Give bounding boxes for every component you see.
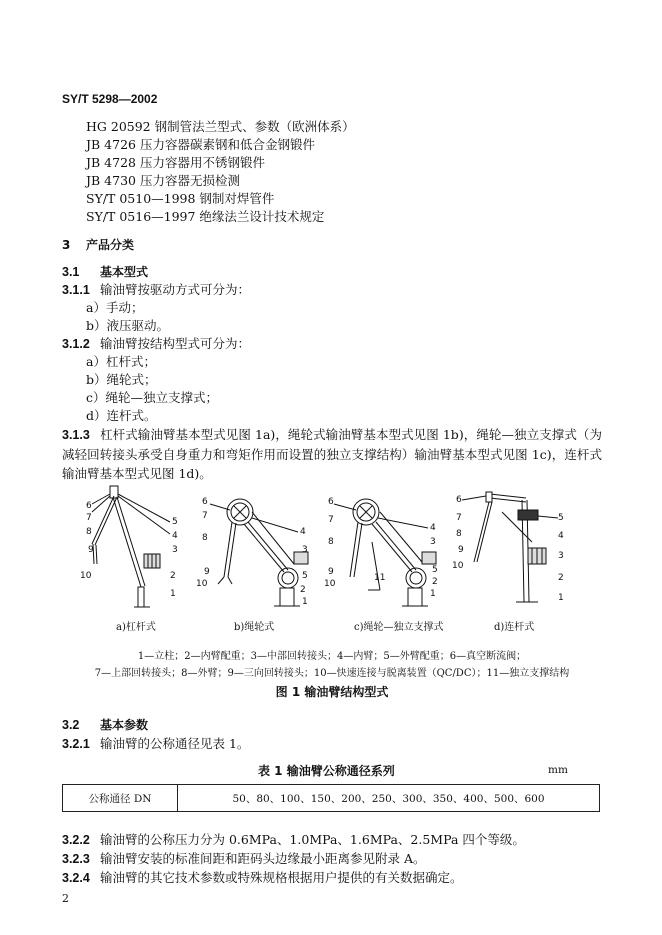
- clause-3-1-2: [62, 335, 250, 353]
- figure-caption-b: b)绳轮式: [234, 622, 275, 633]
- clause-text: 输油臂的公称通径见表 1。: [100, 736, 250, 751]
- diagram-pulley-type: [218, 499, 308, 606]
- callout-3: 3: [302, 545, 308, 555]
- clause-text: 输油臂安装的标准间距和距码头边缘最小距离参见附录 A。: [100, 851, 426, 866]
- callout-5: 5: [302, 571, 308, 581]
- clause-number: 3.2.4: [62, 871, 90, 885]
- callout-3: 3: [172, 545, 178, 555]
- callout-4: 4: [172, 531, 178, 541]
- callout-6: 6: [86, 501, 92, 511]
- figure-legend-line-1: 1—立柱；2—内臂配重；3—中部回转接头；4—内臂；5—外臂配重；6—真空断流阀；: [137, 651, 527, 662]
- callout-9: 9: [204, 567, 210, 577]
- reference-item: JB 4726 压力容器碳素钢和低合金钢锻件: [86, 137, 315, 152]
- callout-8: 8: [86, 527, 92, 537]
- clause-3-2-4: [62, 869, 463, 887]
- clause-text: 输油臂按驱动方式可分为：: [100, 282, 251, 297]
- clause-3-2-3: [62, 850, 426, 868]
- clause-3-1-1: [62, 281, 250, 299]
- section-number: 3: [62, 238, 71, 252]
- list-item: b）液压驱动。: [86, 318, 170, 333]
- callout-2: 2: [558, 573, 564, 583]
- subsection-heading: [62, 716, 148, 734]
- section-heading: [62, 236, 134, 254]
- clause-text: 输油臂按结构型式可分为：: [100, 336, 251, 351]
- reference-item: SY/T 0516—1997 绝缘法兰设计技术规定: [86, 209, 325, 224]
- clause-3-1-3: [62, 425, 602, 483]
- callout-10: 10: [452, 561, 464, 571]
- reference-item: SY/T 0510—1998 钢制对焊管件: [86, 191, 275, 206]
- subsection-heading: [62, 263, 148, 281]
- clause-3-2-1: [62, 735, 249, 753]
- section-number: 3.1: [62, 265, 80, 279]
- clause-number: 3.2.1: [62, 737, 90, 751]
- callout-1: 1: [558, 593, 564, 603]
- callout-2: 2: [300, 585, 306, 595]
- callout-11: 11: [374, 573, 386, 583]
- diagram-pulley-support-type: [350, 499, 436, 606]
- section-title: 产品分类: [86, 238, 135, 252]
- list-item: a）手动；: [86, 300, 144, 315]
- section-number: 3.2: [62, 718, 80, 732]
- figure-caption-a: a)杠杆式: [116, 622, 156, 633]
- callout-1: 1: [302, 597, 308, 607]
- callout-10: 10: [80, 571, 92, 581]
- callout-8: 8: [456, 529, 462, 539]
- callout-7: 7: [86, 513, 92, 523]
- callout-9: 9: [458, 545, 464, 555]
- clause-number: 3.1.3: [62, 428, 90, 442]
- callout-3: 3: [430, 537, 436, 547]
- list-item: c）绳轮—独立支撑式；: [86, 390, 219, 405]
- section-title: 基本参数: [100, 718, 149, 732]
- callout-9: 9: [88, 545, 94, 555]
- clause-3-2-2: [62, 831, 525, 849]
- list-item: b）绳轮式；: [86, 372, 157, 387]
- callout-10: 10: [324, 579, 336, 589]
- table-unit: mm: [548, 764, 568, 776]
- page-number: 2: [62, 892, 69, 905]
- figure-legend-line-2: 7—上部回转接头；8—外臂；9—三向回转接头；10—快速连接与脱离装置（QC/DC）；11—独立支撑结构: [94, 668, 570, 679]
- callout-2: 2: [170, 571, 176, 581]
- callout-9: 9: [328, 567, 334, 577]
- figure-title: 图 1 输油臂结构型式: [275, 685, 389, 699]
- reference-item: JB 4730 压力容器无损检测: [86, 173, 240, 188]
- standard-header: SY/T 5298—2002: [62, 92, 158, 106]
- figure-caption-d: d)连杆式: [494, 622, 535, 633]
- clause-number: 3.1.1: [62, 283, 90, 297]
- list-item: a）杠杆式；: [86, 354, 156, 369]
- table-row: [63, 785, 600, 812]
- callout-5: 5: [558, 513, 564, 523]
- clause-number: 3.2.2: [62, 833, 90, 847]
- clause-text: 输油臂的公称压力分为 0.6MPa、1.0MPa、1.6MPa、2.5MPa 四个等级。: [100, 832, 525, 847]
- section-title: 基本型式: [100, 265, 149, 279]
- callout-7: 7: [456, 513, 462, 523]
- table-label-cell: 公称通径 DN: [63, 785, 178, 812]
- callout-1: 1: [170, 589, 176, 599]
- callout-5: 5: [432, 565, 438, 575]
- diagram-lever-type: [92, 486, 160, 607]
- diagram-linkage-type: [474, 492, 546, 602]
- callout-4: 4: [300, 527, 306, 537]
- callout-3: 3: [558, 551, 564, 561]
- clause-number: 3.2.3: [62, 852, 90, 866]
- clause-number: 3.1.2: [62, 337, 90, 351]
- figure-caption-c: c)绳轮—独立支撑式: [354, 622, 444, 633]
- list-item: d）连杆式。: [86, 408, 157, 423]
- callout-6: 6: [456, 495, 462, 505]
- callout-7: 7: [328, 515, 334, 525]
- clause-text: 输油臂的其它技术参数或特殊规格根据用户提供的有关数据确定。: [100, 870, 463, 885]
- callout-10: 10: [196, 579, 208, 589]
- callout-2: 2: [432, 577, 438, 587]
- clause-text: 杠杆式输油臂基本型式见图 1a)，绳轮式输油臂基本型式见图 1b)，绳轮—独立支撑式（为减轻回转接头承受自身重力和弯矩作用而设置的独立支撑结构）输油臂基本型式见图 1c)，连杆式输油臂基本型式见图 1d)。: [62, 427, 602, 481]
- callout-1: 1: [430, 589, 436, 599]
- table-title: 表 1 输油臂公称通径系列: [258, 764, 395, 778]
- table-value-cell: 50、80、100、150、200、250、300、350、400、500、600: [178, 785, 600, 812]
- callout-4: 4: [430, 523, 436, 533]
- figure-1-drawing: [62, 482, 602, 632]
- callout-6: 6: [328, 497, 334, 507]
- callout-5: 5: [172, 517, 178, 527]
- callout-6: 6: [202, 497, 208, 507]
- dn-table: [62, 784, 600, 812]
- callout-7: 7: [202, 511, 208, 521]
- callout-4: 4: [558, 531, 564, 541]
- reference-item: JB 4728 压力容器用不锈钢锻件: [86, 155, 265, 170]
- callout-8: 8: [202, 533, 208, 543]
- reference-item: HG 20592 钢制管法兰型式、参数（欧洲体系）: [86, 119, 355, 134]
- callout-8: 8: [328, 537, 334, 547]
